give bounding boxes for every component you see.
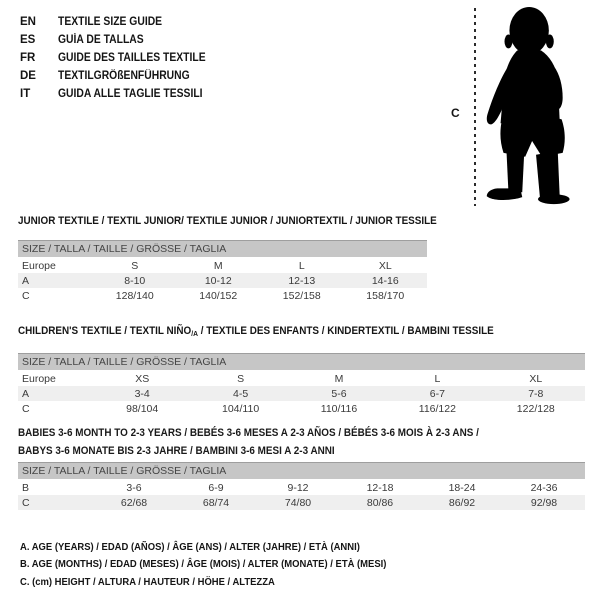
babies-title-line2-text: BABYS 3-6 MONATE BIS 2-3 JAHRE / BAMBINI 3-6 MESI A 2-3 ANNI <box>18 444 335 457</box>
footnote-b-text: B. AGE (MONTHS) / EDAD (MESES) / ÂGE (MOIS) / ALTER (MONATE) / ETÀ (MESI) <box>20 558 387 571</box>
cell: 24-36 <box>530 481 558 494</box>
children-title-rest: / TEXTILE DES ENFANTS / KINDERTEXTIL / BAMBINI TESSILE <box>197 325 494 337</box>
height-measure-label: C <box>451 106 460 120</box>
junior-row-height <box>18 288 427 303</box>
junior-table-title <box>18 215 437 228</box>
children-size-header-bar <box>18 353 585 370</box>
size-header-text: SIZE / TALLA / TAILLE / GRÖSSE / TAGLIA <box>22 356 227 368</box>
cell: 6-7 <box>429 387 445 400</box>
row-label: B <box>22 481 30 494</box>
babies-title-line1-text: BABIES 3-6 MONTH TO 2-3 YEARS / BEBÉS 3-6 MESES A 2-3 AÑOS / BÉBÉS 3-6 MOIS À 2-3 ANS / <box>18 427 479 439</box>
cell: 152/158 <box>282 289 321 302</box>
cell: 12-13 <box>288 274 316 287</box>
lang-line-en <box>20 13 222 31</box>
junior-row-age <box>18 273 427 288</box>
cell: M <box>334 372 344 385</box>
junior-size-table <box>18 258 427 303</box>
cell: 110/116 <box>320 402 358 415</box>
junior-textile-section <box>18 215 437 303</box>
children-table-title-text <box>18 325 494 340</box>
cell: 7-8 <box>528 387 544 400</box>
row-label: Europe <box>22 259 56 272</box>
cell: 3-4 <box>134 387 150 400</box>
row-label: A <box>22 387 30 400</box>
lang-code: DE <box>20 70 36 82</box>
babies-textile-section <box>18 425 585 510</box>
children-title-subscript: /A <box>191 329 198 338</box>
lang-title: GUIDA ALLE TAGLIE TESSILI <box>58 88 203 100</box>
lang-line-fr <box>20 49 222 67</box>
cell: L <box>298 259 305 272</box>
babies-size-table <box>18 480 585 510</box>
lang-line-es <box>20 31 222 49</box>
footnote-c <box>20 573 427 591</box>
lang-title: TEXTILE SIZE GUIDE <box>58 16 163 28</box>
cell: XL <box>378 259 392 272</box>
cell: 92/98 <box>530 496 558 509</box>
cell: 104/110 <box>221 402 260 415</box>
cell: 74/80 <box>284 496 312 509</box>
junior-row-europe <box>18 258 427 273</box>
cell: 5-6 <box>331 387 347 400</box>
height-measure-dashed-line <box>474 8 476 206</box>
cell: XS <box>135 372 150 385</box>
babies-title-line1 <box>18 425 585 443</box>
row-label: A <box>22 274 30 287</box>
cell: XL <box>529 372 543 385</box>
cell: 14-16 <box>371 274 399 287</box>
cell: 10-12 <box>204 274 232 287</box>
cell: 158/170 <box>366 289 405 302</box>
footnotes <box>20 538 427 591</box>
lang-line-de <box>20 67 222 85</box>
children-title-main: CHILDREN'S TEXTILE / TEXTIL NIÑO <box>18 325 192 337</box>
cell: 140/152 <box>199 289 238 302</box>
children-textile-section <box>18 325 585 416</box>
row-label: Europe <box>22 372 56 385</box>
lang-line-it <box>20 85 222 103</box>
language-header <box>20 13 222 103</box>
lang-code: IT <box>20 88 31 100</box>
cell: S <box>237 372 245 385</box>
babies-table-title <box>18 425 585 460</box>
cell: 12-18 <box>366 481 394 494</box>
size-header-text: SIZE / TALLA / TAILLE / GRÖSSE / TAGLIA <box>22 243 227 255</box>
babies-row-months <box>18 480 585 495</box>
lang-code: ES <box>20 34 36 46</box>
lang-title: TEXTILGRÖßENFÜHRUNG <box>58 70 190 82</box>
row-label: C <box>22 496 30 509</box>
cell: 9-12 <box>287 481 309 494</box>
cell: 3-6 <box>126 481 142 494</box>
cell: L <box>434 372 441 385</box>
cell: 128/140 <box>115 289 154 302</box>
cell: 116/122 <box>418 402 456 415</box>
cell: 122/128 <box>516 402 555 415</box>
row-label: C <box>22 289 30 302</box>
cell: 86/92 <box>448 496 476 509</box>
cell: 8-10 <box>124 274 146 287</box>
footnote-a-text: A. AGE (YEARS) / EDAD (AÑOS) / ÂGE (ANS) / ALTER (JAHRE) / ETÀ (ANNI) <box>20 540 360 553</box>
footnote-a <box>20 538 427 556</box>
cell: 18-24 <box>448 481 476 494</box>
cell: 80/86 <box>366 496 394 509</box>
size-header-text: SIZE / TALLA / TAILLE / GRÖSSE / TAGLIA <box>22 465 227 477</box>
cell: M <box>213 259 223 272</box>
footnote-c-text: C. (cm) HEIGHT / ALTURA / HAUTEUR / HÖHE / ALTEZZA <box>20 575 275 588</box>
babies-row-height <box>18 495 585 510</box>
cell: 4-5 <box>232 387 249 400</box>
cell: S <box>131 259 139 272</box>
children-row-europe <box>18 371 585 386</box>
row-label: C <box>22 402 30 415</box>
lang-title: GUÍA DE TALLAS <box>58 34 144 46</box>
cell: 68/74 <box>202 496 230 509</box>
cell: 6-9 <box>208 481 224 494</box>
baby-silhouette-icon <box>484 3 594 210</box>
babies-size-header-bar <box>18 462 585 479</box>
children-size-table <box>18 371 585 416</box>
junior-table-title-text: JUNIOR TEXTILE / TEXTIL JUNIOR/ TEXTILE JUNIOR / JUNIORTEXTIL / JUNIOR TESSILE <box>18 215 437 227</box>
junior-size-header-bar <box>18 240 427 257</box>
children-row-age <box>18 386 585 401</box>
cell: 62/68 <box>120 496 148 509</box>
lang-code: FR <box>20 52 36 64</box>
children-row-height <box>18 401 585 416</box>
footnote-b <box>20 556 427 574</box>
children-table-title <box>18 325 585 340</box>
cell: 98/104 <box>126 402 159 415</box>
babies-title-line2 <box>18 443 585 461</box>
lang-title: GUIDE DES TAILLES TEXTILE <box>58 52 206 64</box>
lang-code: EN <box>20 16 36 28</box>
